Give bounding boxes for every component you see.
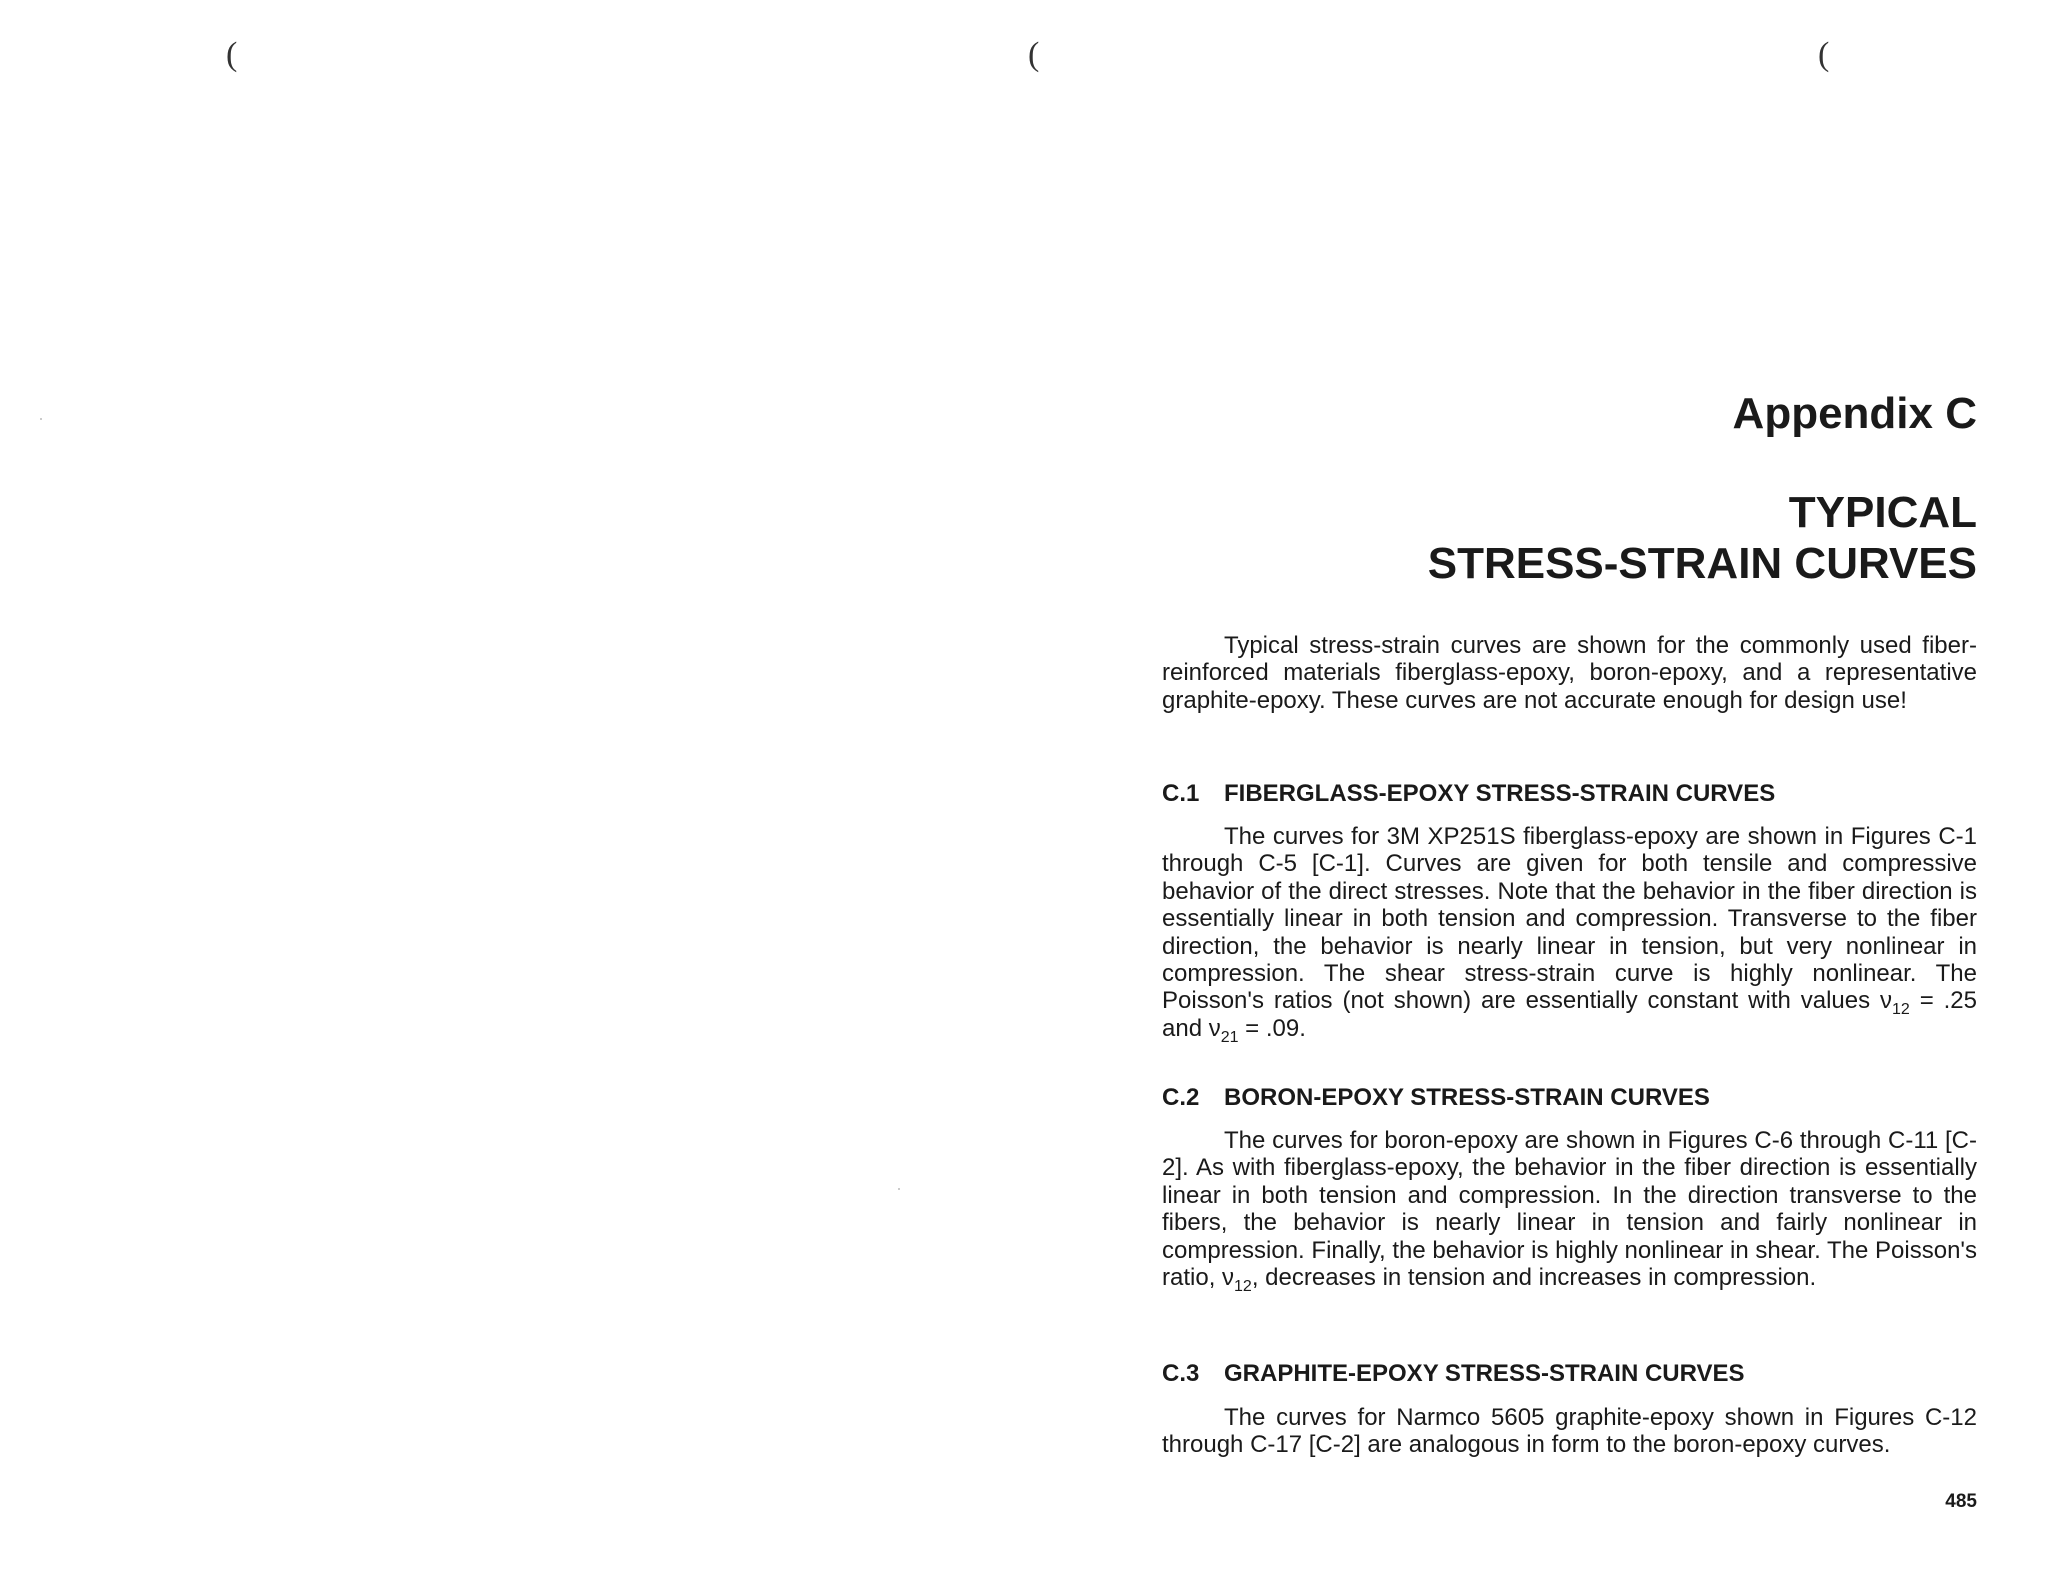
section-heading-c3 xyxy=(1162,1360,1745,1388)
section-title: BORON-EPOXY STRESS-STRAIN CURVES xyxy=(1224,1084,1710,1111)
section-number: C.3 xyxy=(1162,1360,1200,1387)
appendix-label: Appendix C xyxy=(1732,389,1977,438)
equation-text: = .09. xyxy=(1238,1014,1306,1042)
scan-speck xyxy=(40,418,42,420)
intro-paragraph: Typical stress-strain curves are shown for the commonly used fiber-reinforced materials fiberglass-epoxy, boron-epoxy, and a representative graphite-epoxy. These curves are not accurate enough for design use! xyxy=(1162,632,1977,714)
equation-text: = .25 and xyxy=(1162,987,1977,1042)
subscript-12: 12 xyxy=(1234,1277,1252,1295)
chapter-title xyxy=(1428,487,1977,589)
section-heading-c1 xyxy=(1162,780,1775,808)
chapter-title-line-2: STRESS-STRAIN CURVES xyxy=(1427,539,1977,588)
scan-speck xyxy=(898,1188,900,1190)
section-c3-paragraph: The curves for Narmco 5605 graphite-epoxy shown in Figures C-12 through C-17 [C-2] are analogous in form to the boron-epoxy curves. xyxy=(1162,1404,1977,1459)
chapter-title-line-1: TYPICAL xyxy=(1788,488,1977,537)
section-title: FIBERGLASS-EPOXY STRESS-STRAIN CURVES xyxy=(1224,780,1776,807)
scan-mark-left: ( xyxy=(226,36,238,73)
section-number: C.2 xyxy=(1162,1084,1200,1111)
subscript-12: 12 xyxy=(1892,1001,1910,1019)
paragraph-text: The curves for boron-epoxy are shown in Figures C-6 through C-11 [C-2]. As with fiberglass-epoxy, the behavior in the fiber direction is essentially linear in both tension and compression. In the direction transverse to the fibers, the behavior is nearly linear in tension and fairly nonlinear in compression. Finally, the behavior is highly nonlinear in shear. The Poisson's ratio, xyxy=(1162,1127,1977,1292)
scan-mark-right: ( xyxy=(1818,36,1830,73)
section-c1-paragraph xyxy=(1162,823,1977,1046)
section-title: GRAPHITE-EPOXY STRESS-STRAIN CURVES xyxy=(1224,1360,1745,1387)
book-page xyxy=(1162,0,1977,1582)
paragraph-text: The curves for 3M XP251S fiberglass-epoxy are shown in Figures C-1 through C-5 [C-1]. Curves are given for both tensile and compressive behavior of the direct stresses. Note that the behavior in the fiber direction is essentially linear in both tension and compression. Transverse to the fiber direction, the behavior is nearly linear in tension, but very nonlinear in compression. The shear stress-strain curve is highly nonlinear. The Poisson's ratios (not shown) are essentially constant with values xyxy=(1162,823,1977,1015)
section-number: C.1 xyxy=(1162,780,1200,807)
nu-symbol: ν xyxy=(1222,1264,1235,1292)
nu-symbol: ν xyxy=(1880,987,1893,1015)
paragraph-text: , decreases in tension and increases in compression. xyxy=(1251,1264,1817,1292)
nu-symbol: ν xyxy=(1208,1014,1221,1042)
section-c2-paragraph xyxy=(1162,1127,1977,1295)
subscript-21: 21 xyxy=(1220,1028,1239,1046)
page-number: 485 xyxy=(1945,1491,1977,1512)
scan-mark-center: ( xyxy=(1028,36,1040,73)
section-heading-c2 xyxy=(1162,1084,1710,1112)
